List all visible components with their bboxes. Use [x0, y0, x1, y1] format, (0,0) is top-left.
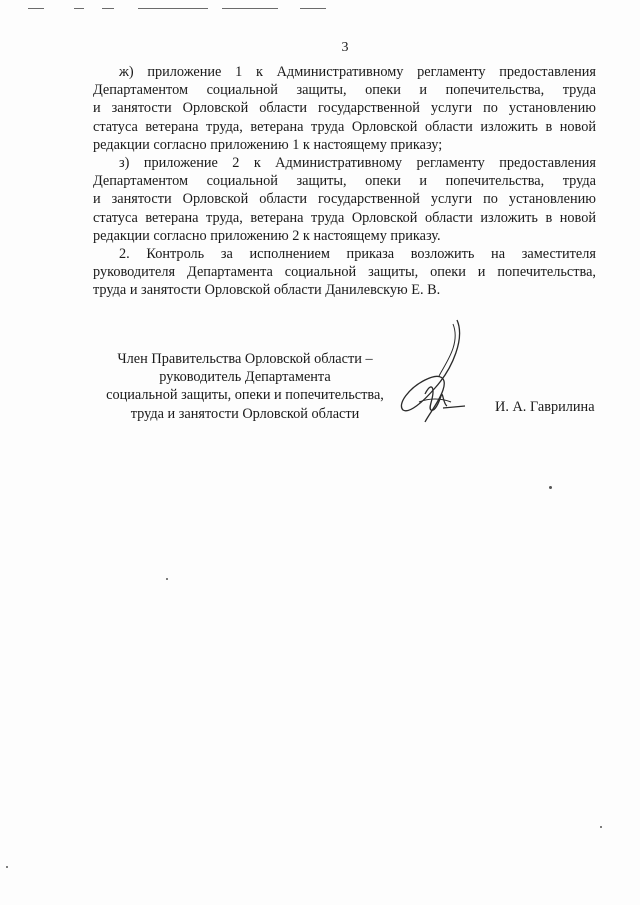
scan-speck	[6, 866, 8, 868]
paragraph-control	[93, 245, 596, 300]
scan-artifact	[222, 8, 278, 9]
position-line: труда и занятости Орловской области	[130, 405, 360, 422]
text-line: и занятости Орловской области государственной услуги по установлению	[93, 100, 596, 117]
paragraph-zh	[93, 63, 596, 154]
text-line: труда и занятости Орловской области Данилевскую Е. В.	[93, 282, 441, 299]
text-line: редакции согласно приложению 1 к настоящему приказу;	[93, 136, 443, 153]
scan-speck	[549, 486, 552, 489]
scan-speck	[166, 578, 168, 580]
scan-speck	[600, 826, 602, 828]
text-line: и занятости Орловской области государственной услуги по установлению	[93, 191, 596, 208]
text-line: руководителя Департамента социальной защиты, опеки и попечительства,	[93, 264, 596, 281]
scan-artifact	[74, 8, 84, 9]
text-line: ж) приложение 1 к Административному регламенту предоставления	[119, 64, 596, 80]
text-line: статуса ветерана труда, ветерана труда Орловской области изложить в новой	[93, 118, 596, 135]
page-number: 3	[341, 40, 349, 55]
scan-artifact	[138, 8, 208, 9]
scan-artifact	[28, 8, 44, 9]
text-line: статуса ветерана труда, ветерана труда Орловской области изложить в новой	[93, 209, 596, 226]
scan-artifact	[300, 8, 326, 9]
signatory-position	[80, 350, 410, 423]
text-line: редакции согласно приложению 2 к настоящему приказу.	[93, 227, 441, 244]
text-line: 2. Контроль за исполнением приказа возложить на заместителя	[119, 246, 596, 263]
paragraph-z	[93, 154, 596, 245]
position-line: руководитель Департамента	[159, 369, 331, 386]
text-line: Департаментом социальной защиты, опеки и попечительства, труда	[93, 173, 596, 190]
position-line: социальной защиты, опеки и попечительства,	[106, 387, 384, 404]
scan-artifact	[102, 8, 114, 9]
document-body	[93, 63, 596, 300]
handwritten-signature	[395, 318, 485, 428]
signer-name: И. А. Гаврилина	[495, 399, 595, 415]
text-line: з) приложение 2 к Административному регламенту предоставления	[119, 155, 596, 172]
position-line: Член Правительства Орловской области –	[117, 351, 373, 367]
text-line: Департаментом социальной защиты, опеки и попечительства, труда	[93, 82, 596, 99]
